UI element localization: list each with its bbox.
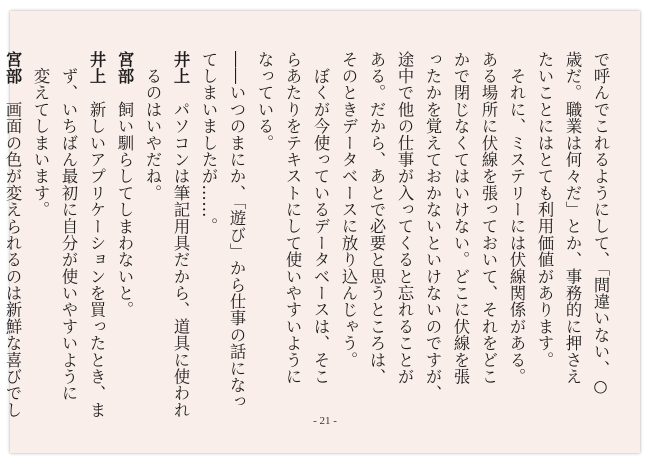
line-text: ――いつのまにか、「遊び」から仕事の話になっ bbox=[227, 51, 246, 411]
vertical-text-body bbox=[0, 51, 614, 419]
line-text: 途中で他の仕事が入ってくると忘れることが bbox=[395, 51, 414, 385]
page-number: - 21 - bbox=[313, 415, 337, 427]
line-text: るのはいやだね。 bbox=[143, 51, 162, 202]
line-text: ず、いちばん最初に自分が使いやすいように bbox=[59, 51, 78, 402]
speaker-name: 井上 bbox=[171, 51, 190, 85]
line-text: 新しいアプリケーションを買ったとき、ま bbox=[87, 101, 106, 419]
line-text: なっている。 bbox=[255, 51, 274, 152]
line-text: ぼくが今使っているデータベースは、そこ bbox=[311, 51, 330, 385]
book-page bbox=[3, 11, 640, 453]
text-line bbox=[250, 51, 278, 411]
line-text: ある。だから、あとで必要と思うところは、 bbox=[367, 51, 386, 385]
line-text: それに、ミステリーには伏線関係がある。 bbox=[507, 51, 526, 385]
line-text: パソコンは筆記用具だから、道具に使われ bbox=[171, 101, 190, 419]
text-line bbox=[502, 51, 530, 411]
text-line bbox=[166, 51, 194, 419]
text-line bbox=[54, 51, 82, 411]
text-line bbox=[194, 51, 222, 411]
text-line bbox=[586, 51, 614, 411]
line-text: 画面の色が変えられるのは新鮮な喜びでし bbox=[3, 101, 22, 419]
line-text: てしまいましたが……。 bbox=[199, 51, 218, 235]
text-line bbox=[474, 51, 502, 411]
line-text: そのときデータベースに放り込んじゃう。 bbox=[339, 51, 358, 369]
text-line bbox=[530, 51, 558, 411]
text-line bbox=[334, 51, 362, 411]
text-line bbox=[0, 51, 26, 419]
line-text: で呼んでこれるようにして、「間違いない、○ bbox=[591, 51, 610, 397]
text-line bbox=[390, 51, 418, 411]
speaker-name: 井上 bbox=[87, 51, 106, 85]
text-line bbox=[110, 51, 138, 411]
line-text: らあたりをテキストにして使いやすいように bbox=[283, 51, 302, 385]
text-line bbox=[278, 51, 306, 411]
text-line bbox=[306, 51, 334, 411]
text-line bbox=[446, 51, 474, 411]
line-text: ある場所に伏線を張っておいて、それをどこ bbox=[479, 51, 498, 385]
text-line bbox=[558, 51, 586, 411]
line-text: かで閉じなくてはいけない。どこに伏線を張 bbox=[451, 51, 470, 385]
line-text: ったかを覚えておかないといけないのですが、 bbox=[423, 51, 442, 402]
text-line bbox=[222, 51, 250, 411]
speaker-name: 宮部 bbox=[3, 51, 22, 85]
speaker-name: 宮部 bbox=[115, 51, 134, 85]
text-line bbox=[26, 51, 54, 411]
text-line bbox=[362, 51, 390, 411]
text-line bbox=[82, 51, 110, 419]
text-line bbox=[418, 51, 446, 411]
line-text: 変えてしまいます。 bbox=[31, 51, 50, 218]
line-text: 歳だ。職業は何々だ」とか、事務的に押さえ bbox=[563, 51, 582, 385]
line-text: 飼い馴らしてしまわないと。 bbox=[115, 101, 134, 319]
text-line bbox=[138, 51, 166, 411]
line-text: たいことにはとても利用価値があります。 bbox=[535, 51, 554, 369]
